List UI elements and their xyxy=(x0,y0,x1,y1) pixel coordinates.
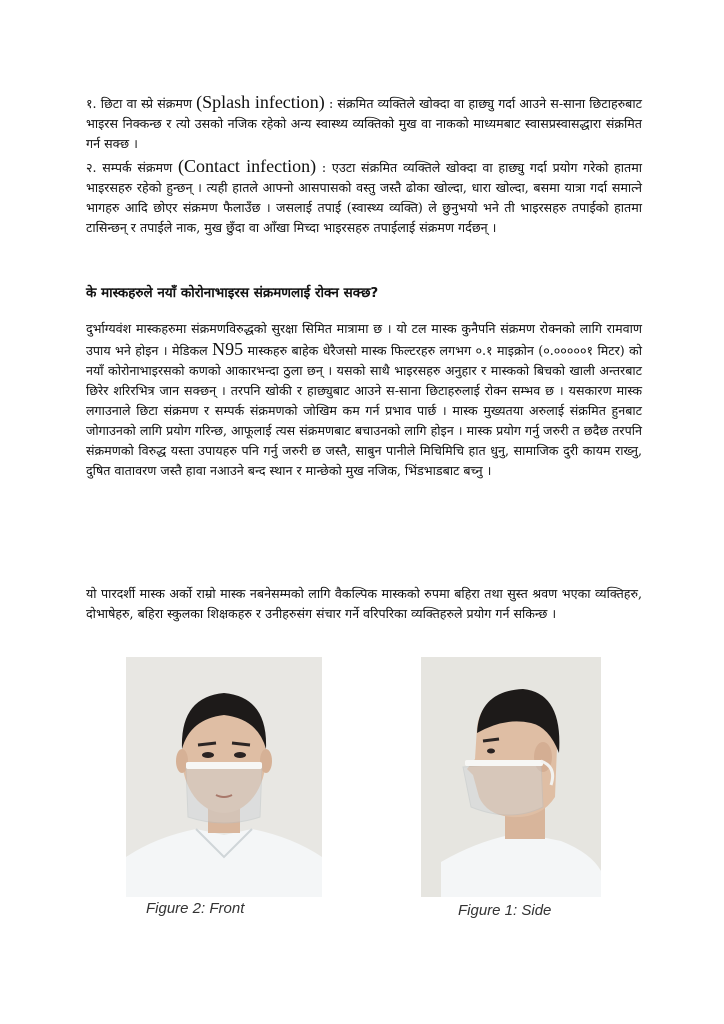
front-face-illustration xyxy=(126,657,322,897)
protection-text-after: मास्कहरु बाहेक धेरैजसो मास्क फिल्टरहरु लगभग ०.१ माइक्रोन (०.०००००१ मिटर) को नयाँ कोरोनाभाइरसको कणको आकारभन्दा ठुला छन् । यसको साथै भाइरसहरु अनुहार र मास्कको बिचको खाली अन्तरबाट छिरेर शरिरभित्र जान सक्छन् । तरपनि खोकी र हाछ्युबाट आउने स-साना छिटाहरुलाई रोक्न सम्भव छ । यसकारण मास्क लगाउनाले छिटा संक्रमण र सम्पर्क संक्रमणको जोखिम कम गर्न प्रभाव पार्छ । मास्क मुख्यतया अरुलाई संक्रमित हुनबाट जोगाउनको लागि प्रयोग गरिन्छ, आफूलाई त्यस संक्रमणबाट बचाउनको लागि होइन । मास्क प्रयोग गर्नु जरुरी त छदैछ तरपनि संक्रमणको विरुद्ध यस्ता उपायहरु पनि गर्नु जरुरी छ जस्तै, साबुन पानीले मिचिमिचि हात धुनु, सामाजिक दुरी कायम राख्नु, दुषित वातावरण जस्तै हावा नआउने बन्द स्थान र मान्छेको मुख नजिक, भिंडभाडबाट बच्नु । xyxy=(86,343,642,478)
contact-text: : एउटा संक्रमित व्यक्तिले खोक्दा वा हाछ्यु गर्दा प्रयोग गरेको हातमा भाइरसहरु रहेको हुन्छन् । त्यही हातले आफ्नो आसपासको वस्तु जस्तै ढोका खोल्दा, धारा खोल्दा, बसमा यात्रा गर्दा समात्ने भागहरु आदि छोएर संक्रमण फैलाउँछ । जसलाई तपाई (स्वास्थ्य व्यक्ति) ले छुनुभयो भने ती भाइरसहरु तपाईको हातमा टासिन्छन् र तपाईले नाक, मुख छुँदा वा आँखा मिच्दा भाइरसहरु तपाईलाई संक्रमण गर्दछन् । xyxy=(86,160,642,235)
front-figure-caption: Figure 2: Front xyxy=(146,900,245,917)
splash-text: : संक्रमित व्यक्तिले खोक्दा वा हाछ्यु गर्दा आउने स-साना छिटाहरुबाट भाइरस निक्कन्छ र त्यो उसको नजिक रहेको अन्य स्वास्थ्य व्यक्तिको मुख वा नाकको माध्यमबाट स्वासप्रस्वासद्धारा संक्रमित गर्न सक्छ । xyxy=(86,96,642,151)
side-figure-caption: Figure 1: Side xyxy=(458,902,552,919)
side-photo xyxy=(421,657,601,897)
section-heading: के मास्कहरुले नयाँ कोरोनाभाइरस संक्रमणलाई रोक्न सक्छ? xyxy=(86,285,379,301)
paragraph-splash-infection xyxy=(86,92,642,154)
paragraph-contact-infection xyxy=(86,156,642,238)
paragraph-transparent-mask: यो पारदर्शी मास्क अर्को राम्रो मास्क नबनेसम्मको लागि वैकल्पिक मास्कको रुपमा बहिरा तथा सुस्त श्रवण भएका व्यक्तिहरु, दोभाषेहरु, बहिरा स्कुलका शिक्षकहरु र उनीहरुसंग संचार गर्ने वरिपरिका व्यक्तिहरुले प्रयोग गर्न सकिन्छ । xyxy=(86,586,642,621)
contact-term: (Contact infection) xyxy=(177,156,317,176)
contact-number: २. सम्पर्क संक्रमण xyxy=(86,160,173,175)
splash-number: १. छिटा वा स्प्रे संक्रमण xyxy=(86,96,193,111)
protection-text-before: दुर्भाग्यवंश मास्कहरुमा संक्रमणविरुद्धको सुरक्षा सिमित मात्रामा छ । यो टल मास्क कुनैपनि संक्रमण रोक्नको लागि रामवाण उपाय भने होइन । मेडिकल xyxy=(86,321,642,358)
n95-term: N95 xyxy=(212,339,244,359)
front-photo xyxy=(126,657,322,897)
splash-term: (Splash infection) xyxy=(196,92,325,112)
paragraph-mask-protection xyxy=(86,319,642,481)
side-face-illustration xyxy=(421,657,601,897)
